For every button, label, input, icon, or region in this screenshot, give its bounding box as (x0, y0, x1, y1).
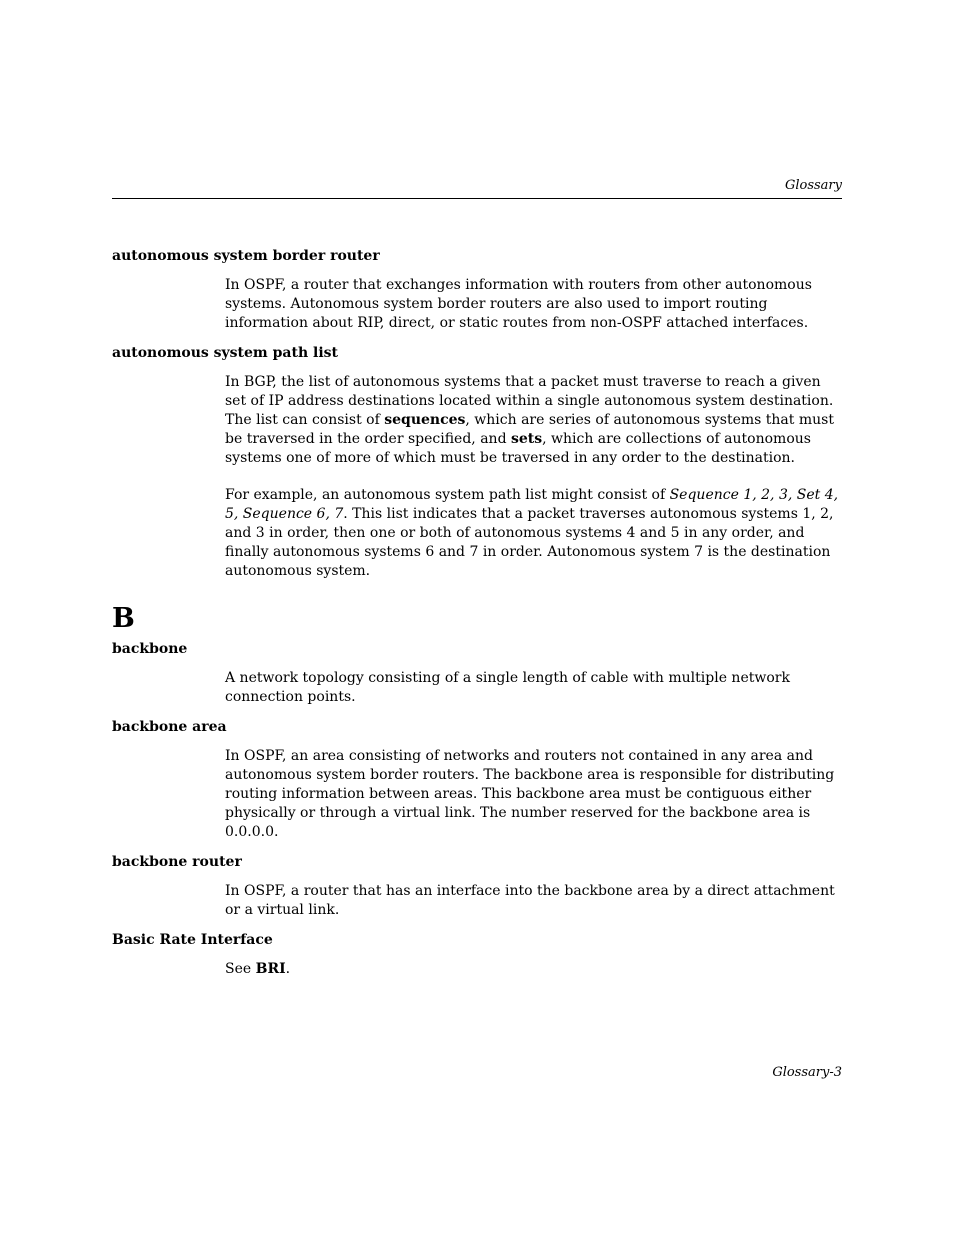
text-run: For example, an autonomous system path list might consist of (225, 487, 670, 503)
definition-paragraph: In OSPF, an area consisting of networks and routers not contained in any area and autonomous system border routers. The backbone area is responsible for distributing routing information between areas. This backbone area must be contiguous either physically or through a virtual link. The number reserved for the backbone area is 0.0.0.0. (225, 748, 835, 840)
italic-example: Sequence 1, 2, 3, Set 4, 5, Sequence 6, 7 (225, 487, 839, 522)
glossary-term: autonomous system border router (112, 248, 380, 264)
text-run: , which are collections of autonomous systems one of more of which must be traversed in any order to the destination. (225, 431, 811, 466)
definition-paragraph: In OSPF, a router that has an interface into the backbone area by a direct attachment or a virtual link. (225, 883, 835, 918)
glossary-content (112, 246, 842, 989)
bold-term: sequences (384, 412, 466, 428)
glossary-term: autonomous system path list (112, 345, 338, 361)
text-run: . This list indicates that a packet traverses autonomous systems 1, 2, and 3 in order, then one or both of autonomous systems 4 and 5 in any order, and finally autonomous systems 6 and 7 in order. Autonomous system 7 is the destination autonomous system. (225, 506, 834, 579)
glossary-term: backbone area (112, 719, 227, 735)
definition-paragraph: In OSPF, a router that exchanges information with routers from other autonomous systems. Autonomous system border routers are also used to import routing information about RIP, direct, or static routes from non-OSPF attached interfaces. (225, 277, 812, 331)
definition-paragraph (225, 486, 842, 581)
definition-paragraph (225, 373, 842, 468)
glossary-term: backbone (112, 641, 188, 657)
glossary-term: backbone router (112, 854, 242, 870)
bold-term: sets (510, 431, 543, 447)
see-reference: BRI (255, 961, 286, 977)
text-run: In BGP, the list of autonomous systems that a packet must traverse to reach a given set of IP address destinations located within a single autonomous system destination. The list can consist of (225, 374, 834, 428)
definition-paragraph: A network topology consisting of a single length of cable with multiple network connection points. (225, 670, 790, 705)
glossary-definition (225, 669, 842, 707)
definition-paragraph (225, 960, 842, 979)
running-header: Glossary (784, 178, 842, 193)
glossary-definition (225, 960, 842, 979)
text-run: . (285, 961, 291, 977)
glossary-definition (225, 276, 842, 333)
glossary-definition (225, 373, 842, 581)
header-rule (112, 198, 842, 199)
text-run: , which are series of autonomous systems that must be traversed in the order specified, and (225, 412, 834, 447)
glossary-definition (225, 747, 842, 842)
page-number: Glossary-3 (772, 1065, 842, 1080)
text-run: See (225, 961, 256, 977)
section-letter: B (112, 603, 135, 634)
glossary-term: Basic Rate Interface (112, 932, 273, 948)
glossary-definition (225, 882, 842, 920)
